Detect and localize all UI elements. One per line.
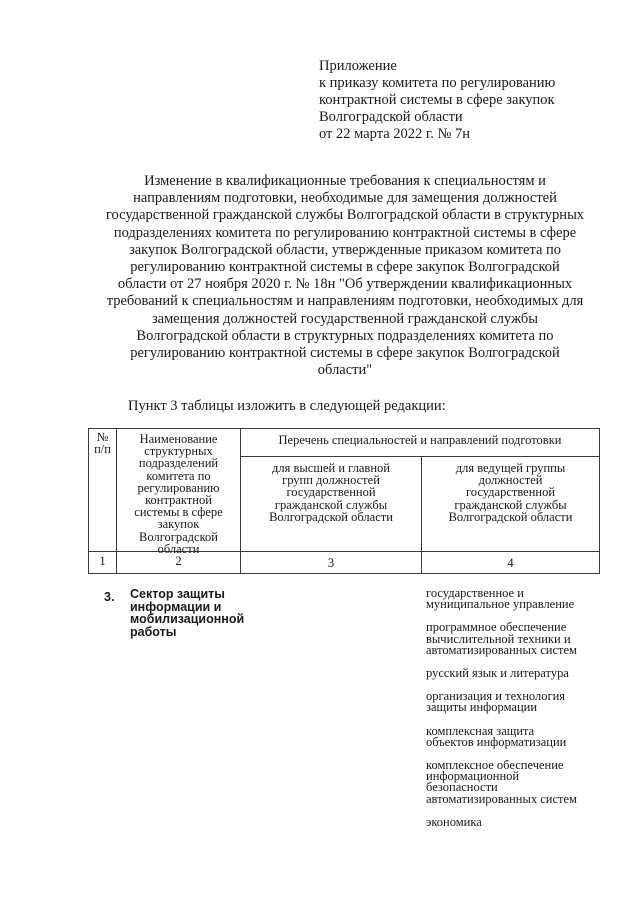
colnum-4: 4 [507,556,514,570]
colnum-1: 1 [99,554,106,568]
appendix-line: Волгоградской области [319,109,463,125]
title-line: области" [317,362,373,379]
appendix-line: от 22 марта 2022 г. № 7н [319,126,470,142]
specialty-line: безопасности [426,780,498,795]
specialty-line: комплексное обеспечение [426,758,564,773]
specialty-item [426,622,577,656]
header-line: п/п [94,442,111,457]
specialty-line: программное обеспечение [426,620,567,635]
title-line: Изменение в квалификационные требования к специальностям и [144,173,546,189]
specialty-line: экономика [426,814,482,829]
header-col1 [89,431,116,455]
specialty-line: вычислительной техники и [426,631,571,646]
header-line: групп должностей [282,473,380,488]
specialty-item [426,691,577,713]
specialties-table [88,428,600,574]
title-line: требований к специальностям и направлениям подготовки, необходимых для [106,293,584,310]
department-name-line: Сектор защиты [130,587,225,601]
header-line: системы в сфере [134,505,223,520]
header-line: гражданской службы [274,497,388,512]
document-title [86,173,604,379]
table-divider-group [240,456,600,457]
specialty-item [426,588,577,610]
department-name-line: мобилизационной [130,612,245,626]
colnum-2: 2 [175,554,182,568]
row3-department-name [130,588,244,638]
specialty-line: объектов информатизации [426,734,567,749]
header-line: для ведущей группы [455,461,566,475]
intro-paragraph: Пункт 3 таблицы изложить в следующей редакции: [128,398,446,414]
header-col3 [241,462,421,523]
appendix-line: Приложение [319,58,397,74]
title-line: замещения должностей государственной гражданской службы [151,310,539,327]
appendix-line: контрактной системы в сфере закупок [319,92,555,108]
header-line: государственной [465,485,556,500]
department-name-line: информации и [130,599,222,614]
title-line: подразделениях комитета по регулированию контрактной системы в сфере [113,224,577,241]
header-line: комитета по [146,468,211,483]
header-line: Волгоградской области [448,509,573,524]
title-line: закупок Волгоградской области, утвержденные приказом комитета по [128,241,562,258]
header-line: регулированию [137,480,220,495]
header-line: контрактной [145,493,212,508]
specialty-item [426,723,577,749]
title-line: Волгоградской области в структурных подразделениях комитета по [136,327,554,344]
table-border-right [599,428,600,574]
appendix-header [319,58,555,143]
header-line: Волгоградской [139,529,218,544]
specialty-item [426,668,577,679]
specialty-line: комплексная защита [426,723,535,738]
header-line: для высшей и главной [272,461,390,475]
specialty-line: организация и технология [426,689,566,704]
specialty-line: автоматизированных систем [426,791,577,806]
specialty-item [426,760,577,805]
header-col2 [117,433,240,555]
table-border-bottom [88,573,600,574]
title-line: регулированию контрактной системы в сфере закупок Волгоградской [130,259,560,276]
colnum-3: 3 [327,556,335,570]
header-line: Волгоградской области [269,509,393,524]
header-line: Наименование [139,432,218,446]
title-line: области от 27 ноября 2020 г. № 18н "Об утверждении квалификационных [117,276,573,293]
specialty-line: автоматизированных систем [426,642,577,657]
specialty-item [426,814,577,829]
row3-number: 3. [104,590,115,604]
title-line: направлениям подготовки, необходимые для замещения должностей [133,190,557,207]
header-line: подразделений [138,456,219,471]
header-line: области [157,541,200,556]
specialty-line: муниципальное управление [426,597,575,612]
specialty-line: защиты информации [426,700,538,715]
header-line: структурных [144,444,213,459]
header-line: закупок [157,517,200,532]
title-line: регулированию контрактной системы в сфере закупок Волгоградской [130,345,560,362]
header-line: гражданской службы [454,497,567,512]
header-line: государственной [286,485,376,500]
department-name-line: работы [130,624,177,639]
header-line: № [96,430,109,444]
appendix-line: к приказу комитета по регулированию [319,75,556,91]
header-group: Перечень специальностей и направлений подготовки [278,433,562,447]
specialty-line: информационной [426,769,520,784]
title-line: государственной гражданской службы Волгоградской области в структурных [105,207,585,224]
row3-specialties-list [426,588,577,840]
specialty-line: государственное и [426,586,524,600]
header-col4 [422,462,599,523]
specialty-line: русский язык и литература [426,666,569,681]
table-border-top [88,428,600,429]
header-line: должностей [478,473,543,488]
